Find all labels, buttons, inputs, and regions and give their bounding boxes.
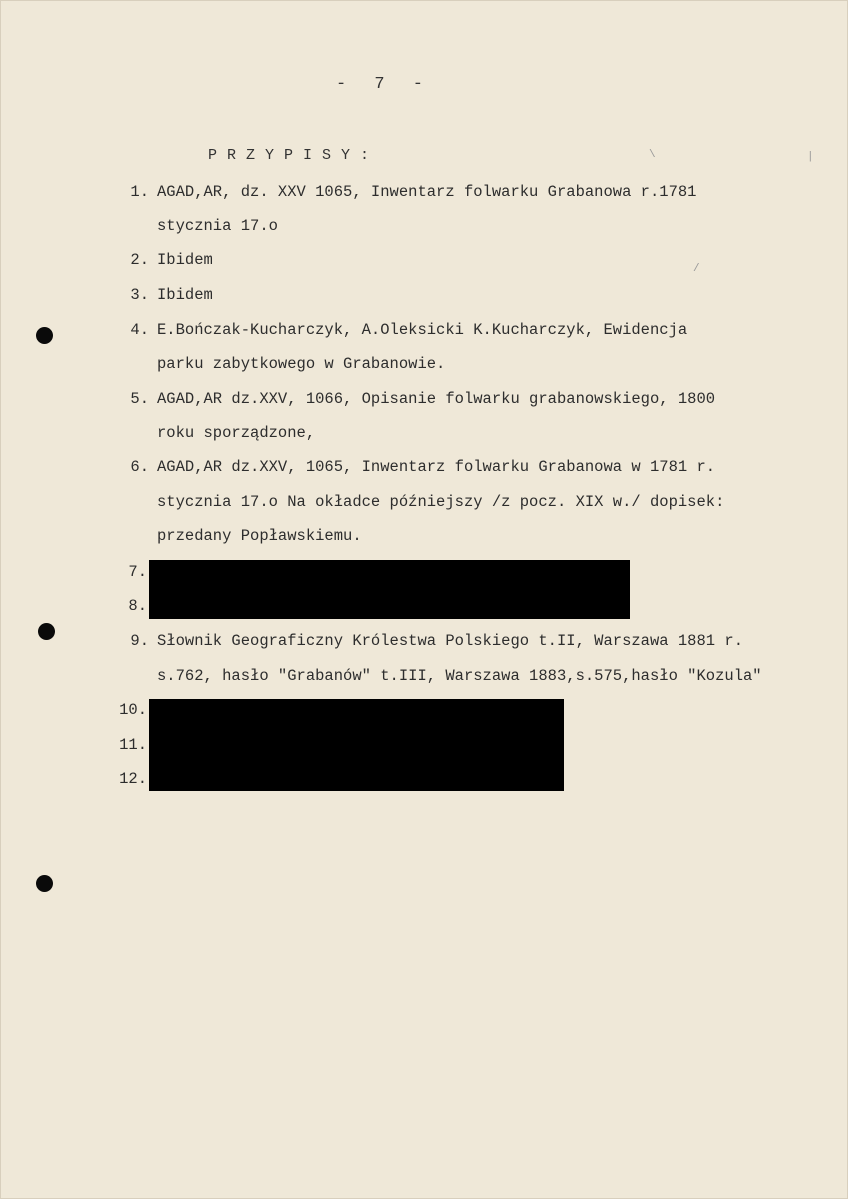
footnote-3-line-1: Ibidem: [157, 286, 213, 304]
footnote-12-number: 12.: [119, 770, 147, 788]
scan-speck: |: [807, 151, 814, 163]
footnote-1-line-2: stycznia 17.o: [157, 217, 278, 235]
footnote-1-line-1: AGAD,AR, dz. XXV 1065, Inwentarz folwarku Grabanowa r.1781: [157, 183, 697, 201]
footnote-2-line-1: Ibidem: [157, 251, 213, 269]
redaction-block-7-8: [149, 560, 630, 619]
scan-speck: /: [693, 263, 700, 275]
punch-hole-middle: [38, 623, 55, 640]
footnote-5-line-2: roku sporządzone,: [157, 424, 316, 442]
scan-speck: \: [649, 149, 656, 161]
footnote-6-line-2: stycznia 17.o Na okładce późniejszy /z pocz. XIX w./ dopisek:: [157, 493, 725, 511]
footnote-4-number: 4.: [130, 321, 149, 339]
footnote-4-line-2: parku zabytkowego w Grabanowie.: [157, 355, 446, 373]
footnote-8-number: 8.: [128, 597, 147, 615]
redaction-block-10-12: [149, 699, 564, 791]
footnote-11-number: 11.: [119, 736, 147, 754]
footnote-2-number: 2.: [130, 251, 149, 269]
footnote-1-number: 1.: [130, 183, 149, 201]
page-number: - 7 -: [336, 75, 433, 94]
footnote-6-line-3: przedany Popławskiemu.: [157, 527, 362, 545]
footnote-5-number: 5.: [130, 390, 149, 408]
footnote-9-number: 9.: [130, 632, 149, 650]
footnote-4-line-1: E.Bończak-Kucharczyk, A.Oleksicki K.Kucharczyk, Ewidencja: [157, 321, 688, 339]
footnote-3-number: 3.: [130, 286, 149, 304]
footnote-9-line-2: s.762, hasło "Grabanów" t.III, Warszawa 1883,s.575,hasło "Kozula": [157, 667, 762, 685]
footnote-10-number: 10.: [119, 701, 147, 719]
footnote-9-line-1: Słownik Geograficzny Królestwa Polskiego t.II, Warszawa 1881 r.: [157, 632, 743, 650]
footnote-6-line-1: AGAD,AR dz.XXV, 1065, Inwentarz folwarku Grabanowa w 1781 r.: [157, 458, 716, 476]
punch-hole-top: [36, 327, 53, 344]
footnote-7-number: 7.: [128, 563, 147, 581]
footnote-5-line-1: AGAD,AR dz.XXV, 1066, Opisanie folwarku grabanowskiego, 1800: [157, 390, 716, 408]
punch-hole-bottom: [36, 875, 53, 892]
footnote-6-number: 6.: [130, 458, 149, 476]
footnotes-heading: PRZYPISY:: [208, 147, 380, 164]
